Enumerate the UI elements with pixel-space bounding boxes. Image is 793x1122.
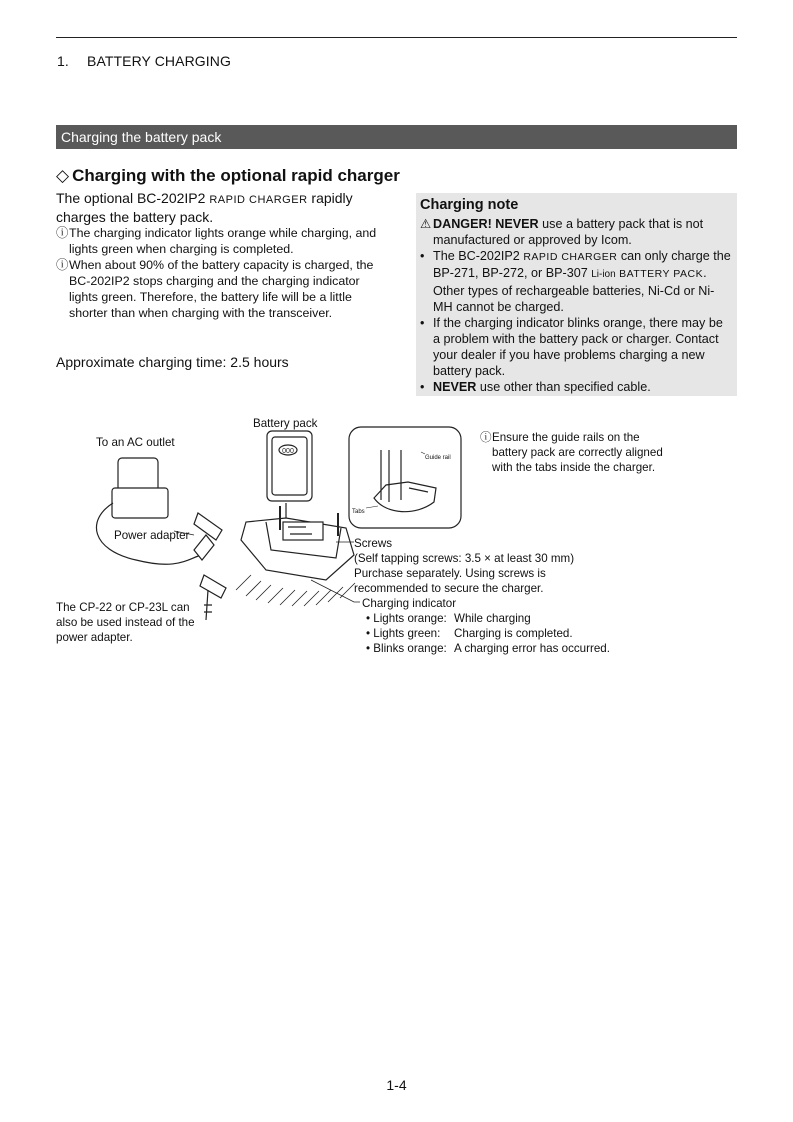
guide-rail-note: ⓘ Ensure the guide rails on the battery pack are correctly aligned with the tabs inside the charger.: [480, 431, 663, 474]
intro-paragraph: The optional BC-202IP2 RAPID CHARGER rapidly charges the battery pack.: [56, 190, 353, 225]
compatibility-note: • The BC-202IP2 RAPID CHARGER can only charge the BP-271, BP-272, or BP-307 Li-ion BATTERY PACK. Other types of rechargeable batteries, Ni-Cd or Ni-MH cannot be charged.: [420, 249, 731, 314]
diamond-icon: ◇: [56, 166, 70, 185]
info-notes: [56, 225, 386, 321]
guide-rail-label: Guide rail: [425, 455, 451, 461]
svg-text:000: 000: [282, 448, 294, 455]
danger-note: ⚠ DANGER! NEVER use a battery pack that is not manufactured or approved by Icom.: [420, 217, 704, 247]
info-icon: ⓘ: [480, 431, 492, 444]
cable-note: • NEVER use other than specified cable.: [420, 380, 651, 394]
screws-note-line1: Purchase separately. Using screws is: [354, 567, 546, 580]
info-icon: ⓘ: [56, 258, 69, 272]
warning-icon: ⚠: [420, 217, 432, 231]
indicator-state: • Blinks orange: A charging error has occurred.: [366, 642, 610, 655]
battery-pack-label: Battery pack: [253, 417, 318, 430]
tabs-label: Tabs: [352, 509, 365, 515]
screws-label: Screws: [354, 537, 393, 550]
power-adapter-icon: [194, 513, 222, 560]
blink-note: • If the charging indicator blinks orange, there may be a problem with the battery pack or charger. Contact your dealer if you have problems charging a new battery pack.: [420, 316, 723, 378]
section-title: Charging the battery pack: [61, 129, 222, 145]
guide-rail-detail: [349, 427, 461, 528]
chapter-title: BATTERY CHARGING: [87, 53, 231, 69]
cp-cable-note: The CP-22 or CP-23L can also be used instead of the power adapter.: [56, 601, 195, 644]
charging-note-box: [416, 193, 737, 396]
indicator-state: • Lights orange: While charging: [366, 612, 531, 625]
indicator-states: [366, 611, 610, 656]
subsection-heading: [56, 166, 400, 186]
chapter-number: 1.: [57, 53, 69, 69]
subsection-title: Charging with the optional rapid charger: [72, 166, 400, 185]
shadow-hatching: [236, 575, 355, 606]
info-note: ⓘ When about 90% of the battery capacity is charged, the BC-202IP2 stops charging and the charging indicator lights green. Therefore, the battery life will be a little shorter than when charging with the transceiver.: [56, 258, 374, 320]
approx-charging-time: Approximate charging time: 2.5 hours: [56, 354, 289, 370]
indicator-state: • Lights green: Charging is completed.: [366, 627, 573, 640]
charger-setup-diagram: [56, 410, 737, 660]
battery-pack-icon: [267, 431, 312, 501]
page-number: 1-4: [386, 1077, 407, 1093]
section-title-bar: [56, 125, 737, 149]
info-icon: ⓘ: [56, 226, 69, 240]
screws-note-line2: recommended to secure the charger.: [354, 582, 544, 595]
charging-indicator-label: Charging indicator: [362, 597, 457, 610]
chapter-heading: [57, 53, 231, 69]
power-adapter-label: Power adapter: [114, 529, 190, 542]
ac-outlet-label: To an AC outlet: [96, 436, 175, 449]
info-note: ⓘ The charging indicator lights orange while charging, and lights green when charging is completed.: [56, 226, 377, 256]
charging-note-title: Charging note: [420, 197, 519, 213]
header-rule: [56, 37, 737, 38]
screws-spec: (Self tapping screws: 3.5 × at least 30 mm): [354, 552, 575, 565]
ac-plug-icon: [112, 458, 168, 518]
